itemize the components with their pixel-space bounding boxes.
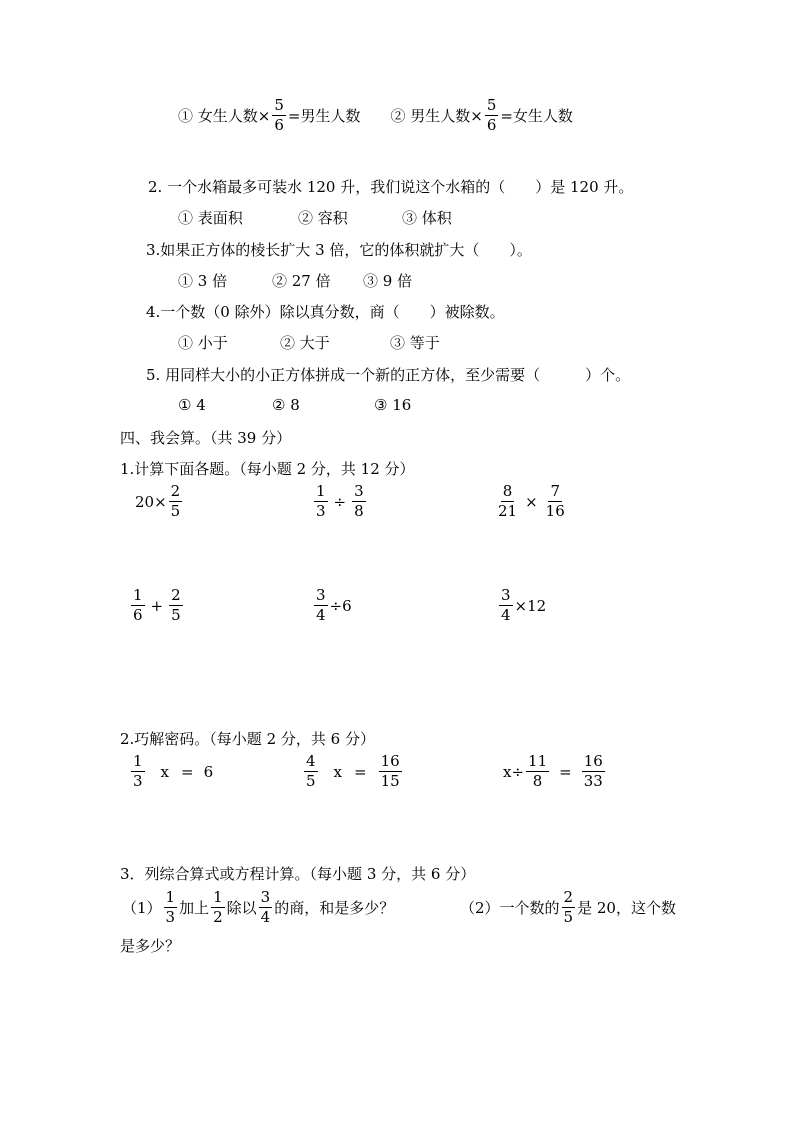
q4-opt1: ① 小于 xyxy=(178,334,228,352)
q3-text: 3.如果正方体的棱长扩大 3 倍，它的体积就扩大（ ）。 xyxy=(146,241,532,259)
calc3-problem-2-continuation: 是多少？ xyxy=(120,937,181,955)
calc2-equation-3: x÷ $\frac{11}{8}$ = $\frac{16}{33}$ xyxy=(503,752,603,790)
q5-text: 5. 用同样大小的小正方体拼成一个新的正方体，至少需要（ ）个。 xyxy=(146,366,631,384)
q3-opt2: ② 27 倍 xyxy=(272,272,331,290)
q1-option-a-prefix: ① 女生人数× xyxy=(178,107,271,125)
q2-opt3: ③ 体积 xyxy=(402,209,452,227)
section-4-title: 四、我会算。（共 39 分） xyxy=(120,429,292,447)
calc2-title: 2.巧解密码。（每小题 2 分，共 6 分） xyxy=(120,730,375,748)
q2-text: 2. 一个水箱最多可装水 120 升，我们说这个水箱的（ ）是 120 升。 xyxy=(148,178,634,196)
q2-opt1: ① 表面积 xyxy=(178,209,243,227)
q3-opt3: ③ 9 倍 xyxy=(363,272,413,290)
calc1-problem-1: 20 × $\frac{2}{5}$ xyxy=(135,482,181,520)
calc1-problem-2: $\frac{1}{3}$ ÷ $\frac{3}{8}$ xyxy=(316,482,364,520)
q4-opt3: ③ 等于 xyxy=(390,334,440,352)
q1-option-b-fraction: $\frac{5}{6}$ xyxy=(486,96,497,134)
calc1-problem-3: $\frac{8}{21}$ × $\frac{7}{16}$ xyxy=(498,482,565,520)
q5-opt3: ③ 16 xyxy=(374,396,412,414)
calc1-title: 1.计算下面各题。（每小题 2 分，共 12 分） xyxy=(120,460,415,478)
calc1-problem-4: $\frac{1}{6}$ + $\frac{2}{5}$ xyxy=(133,586,181,624)
q1-option-b-prefix: ② 男生人数× xyxy=(390,107,483,125)
calc3-title: 3．列综合算式或方程计算。（每小题 3 分，共 6 分） xyxy=(120,865,476,883)
q5-opt1: ① 4 xyxy=(178,396,206,414)
q1-option-a-suffix: =男生人数 xyxy=(287,107,361,125)
calc2-equation-2: $\frac{4}{5}$ x = $\frac{16}{15}$ xyxy=(306,752,400,790)
q1-option-a-fraction: $\frac{5}{6}$ xyxy=(274,96,284,134)
q5-opt2: ② 8 xyxy=(272,396,300,414)
calc3-problem-1: （1） $\frac{1}{3}$ 加上 $\frac{1}{2}$ 除以 $\frac{3}{4}$ 的商，和是多少？ xyxy=(122,888,395,926)
q4-text: 4.一个数（0 除外）除以真分数，商（ ）被除数。 xyxy=(146,303,505,321)
q1-option-b-suffix: =女生人数 xyxy=(500,107,573,125)
calc2-equation-1: $\frac{1}{3}$ x = 6 xyxy=(133,752,214,790)
q3-opt1: ① 3 倍 xyxy=(178,272,228,290)
q2-opt2: ② 容积 xyxy=(298,209,348,227)
q4-opt2: ② 大于 xyxy=(280,334,330,352)
calc1-problem-6: $\frac{3}{4}$ ×12 xyxy=(501,586,547,624)
calc3-problem-2: （2）一个数的 $\frac{2}{5}$ 是 20，这个数 xyxy=(460,888,676,926)
calc1-problem-5: $\frac{3}{4}$ ÷6 xyxy=(316,586,352,624)
q1-options xyxy=(178,98,573,133)
